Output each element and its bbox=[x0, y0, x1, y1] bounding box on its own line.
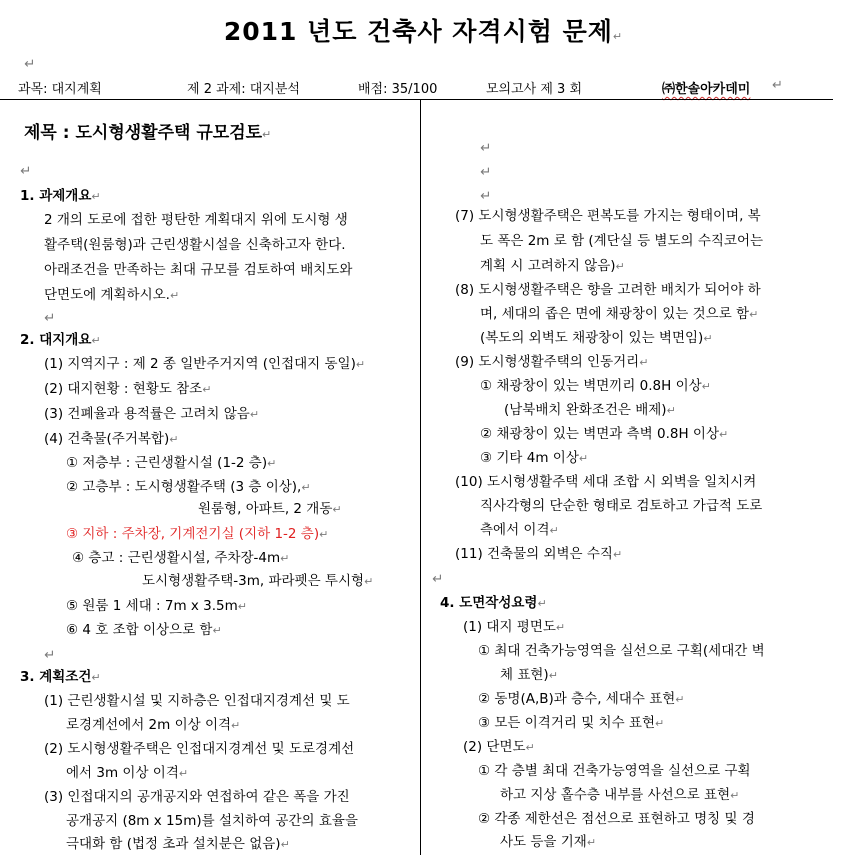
s2-item-1: (1) 지역지구 : 제 2 종 일반주거지역 (인접대지 동일)↵ bbox=[44, 356, 366, 372]
header-task: 제 2 과제: 대지분석 bbox=[187, 82, 300, 97]
s4-d1-title: (1) 대지 평면도↵ bbox=[463, 619, 566, 635]
s3-c3-line-3: 극대화 함 (법정 초과 설치분은 없음)↵ bbox=[66, 836, 290, 852]
document-heading: 제목 : 도시형생활주택 규모검토↵ bbox=[24, 123, 272, 143]
s1-line-4: 단면도에 계획하시오.↵ bbox=[44, 287, 180, 303]
r7-line-1: (7) 도시형생활주택은 편복도를 가지는 형태이며, 복 bbox=[455, 208, 761, 224]
r7-line-2: 도 폭은 2m 로 함 (계단실 등 별도의 수직코어는 bbox=[480, 233, 764, 249]
r10-line-2: 직사각형의 단순한 형태로 검토하고 가급적 도로 bbox=[480, 498, 763, 514]
s1-line-2: 활주택(원룸형)과 근린생활시설을 신축하고자 한다. bbox=[44, 237, 346, 253]
header-subject: 과목: 대지계획 bbox=[18, 82, 102, 97]
s2-sub-3: ③ 지하 : 주차장, 기계전기실 (지하 1-2 층)↵ bbox=[66, 526, 329, 542]
s4-d1-sub-3: ③ 모든 이격거리 및 치수 표현↵ bbox=[478, 715, 665, 731]
s4-d2-sub-2: ② 각종 제한선은 점선으로 표현하고 명칭 및 경 bbox=[478, 811, 755, 827]
s3-c2-line-1: (2) 도시형생활주택은 인접대지경계선 및 도로경계선 bbox=[44, 741, 355, 757]
s2-sub-4: ④ 층고 : 근린생활시설, 주차장-4m↵ bbox=[72, 550, 290, 566]
r8-line-1: (8) 도시형생활주택은 향을 고려한 배치가 되어야 하 bbox=[455, 282, 761, 298]
s2-sub-1: ① 저층부 : 근린생활시설 (1-2 층)↵ bbox=[66, 455, 277, 471]
section-1-title: 1. 과제개요↵ bbox=[20, 188, 101, 204]
r7-line-3: 계획 시 고려하지 않음)↵ bbox=[480, 258, 625, 274]
section-4-title: 4. 도면작성요령↵ bbox=[440, 595, 547, 611]
s2-sub-4-cont: 도시형생활주택-3m, 파라펫은 투시형↵ bbox=[142, 573, 374, 589]
s4-d1-sub-1-cont: 체 표현)↵ bbox=[500, 667, 558, 683]
s3-c1-line-2: 로경계선에서 2m 이상 이격↵ bbox=[66, 717, 241, 733]
s2-sub-5: ⑤ 원룸 1 세대 : 7m x 3.5m↵ bbox=[66, 598, 248, 614]
s4-d2-sub-1-cont: 하고 지상 홀수층 내부를 사선으로 표현↵ bbox=[500, 787, 740, 803]
r9-sub-3: ③ 기타 4m 이상↵ bbox=[480, 450, 589, 466]
s1-line-1: 2 개의 도로에 접한 평탄한 계획대지 위에 도시형 생 bbox=[44, 212, 348, 228]
s1-line-3: 아래조건을 만족하는 최대 규모를 검토하여 배치도와 bbox=[44, 262, 353, 278]
header-score: 배점: 35/100 bbox=[358, 82, 438, 97]
r8-line-2: 며, 세대의 좁은 면에 채광창이 있는 것으로 함↵ bbox=[480, 306, 759, 322]
r9-sub-1: ① 채광창이 있는 벽면끼리 0.8H 이상↵ bbox=[480, 378, 711, 394]
s4-d1-sub-1: ① 최대 건축가능영역을 실선으로 구획(세대간 벽 bbox=[478, 643, 765, 659]
r11: (11) 건축물의 외벽은 수직↵ bbox=[455, 546, 623, 562]
s2-sub-2-cont: 원룸형, 아파트, 2 개동↵ bbox=[198, 501, 342, 517]
header-rule bbox=[0, 99, 833, 100]
s3-c2-line-2: 에서 3m 이상 이격↵ bbox=[66, 765, 189, 781]
exam-title: 2011 년도 건축사 자격시험 문제↵ bbox=[223, 17, 624, 46]
s2-sub-2: ② 고층부 : 도시형생활주택 (3 층 이상),↵ bbox=[66, 479, 311, 495]
column-divider bbox=[420, 100, 421, 855]
r9-sub-2: ② 채광창이 있는 벽면과 측벽 0.8H 이상↵ bbox=[480, 426, 729, 442]
r8-line-3: (복도의 외벽도 채광창이 있는 벽면임)↵ bbox=[480, 330, 713, 346]
s2-sub-6: ⑥ 4 호 조합 이상으로 함↵ bbox=[66, 622, 222, 638]
header-exam: 모의고사 제 3 회 bbox=[486, 82, 583, 97]
paragraph-mark: ↵ bbox=[24, 56, 36, 72]
s4-d2-sub-2-cont: 사도 등을 기재↵ bbox=[500, 834, 597, 850]
s3-c3-line-1: (3) 인접대지의 공개공지와 연접하여 같은 폭을 가진 bbox=[44, 789, 350, 805]
s4-d2-sub-1: ① 각 층별 최대 건축가능영역을 실선으로 구획 bbox=[478, 763, 751, 779]
r9-title: (9) 도시형생활주택의 인동거리↵ bbox=[455, 354, 649, 370]
header-company: ㈜한솔아카데미 bbox=[662, 82, 751, 97]
s2-item-4: (4) 건축물(주거복합)↵ bbox=[44, 431, 179, 447]
section-2-title: 2. 대지개요↵ bbox=[20, 332, 101, 348]
r10-line-1: (10) 도시형생활주택 세대 조합 시 외벽을 일치시켜 bbox=[455, 474, 757, 490]
s3-c1-line-1: (1) 근린생활시설 및 지하층은 인접대지경계선 및 도 bbox=[44, 693, 350, 709]
s4-d1-sub-2: ② 동명(A,B)과 층수, 세대수 표현↵ bbox=[478, 691, 685, 707]
section-3-title: 3. 계획조건↵ bbox=[20, 669, 101, 685]
s2-item-2: (2) 대지현황 : 현황도 참조↵ bbox=[44, 381, 212, 397]
r9-sub-1-cont: (남북배치 완화조건은 배제)↵ bbox=[504, 402, 676, 418]
r10-line-3: 측에서 이격↵ bbox=[480, 522, 559, 538]
s4-d2-title: (2) 단면도↵ bbox=[463, 739, 535, 755]
s3-c3-line-2: 공개공지 (8m x 15m)를 설치하여 공간의 효율을 bbox=[66, 813, 358, 829]
s2-item-3: (3) 건폐율과 용적률은 고려치 않음↵ bbox=[44, 406, 260, 422]
